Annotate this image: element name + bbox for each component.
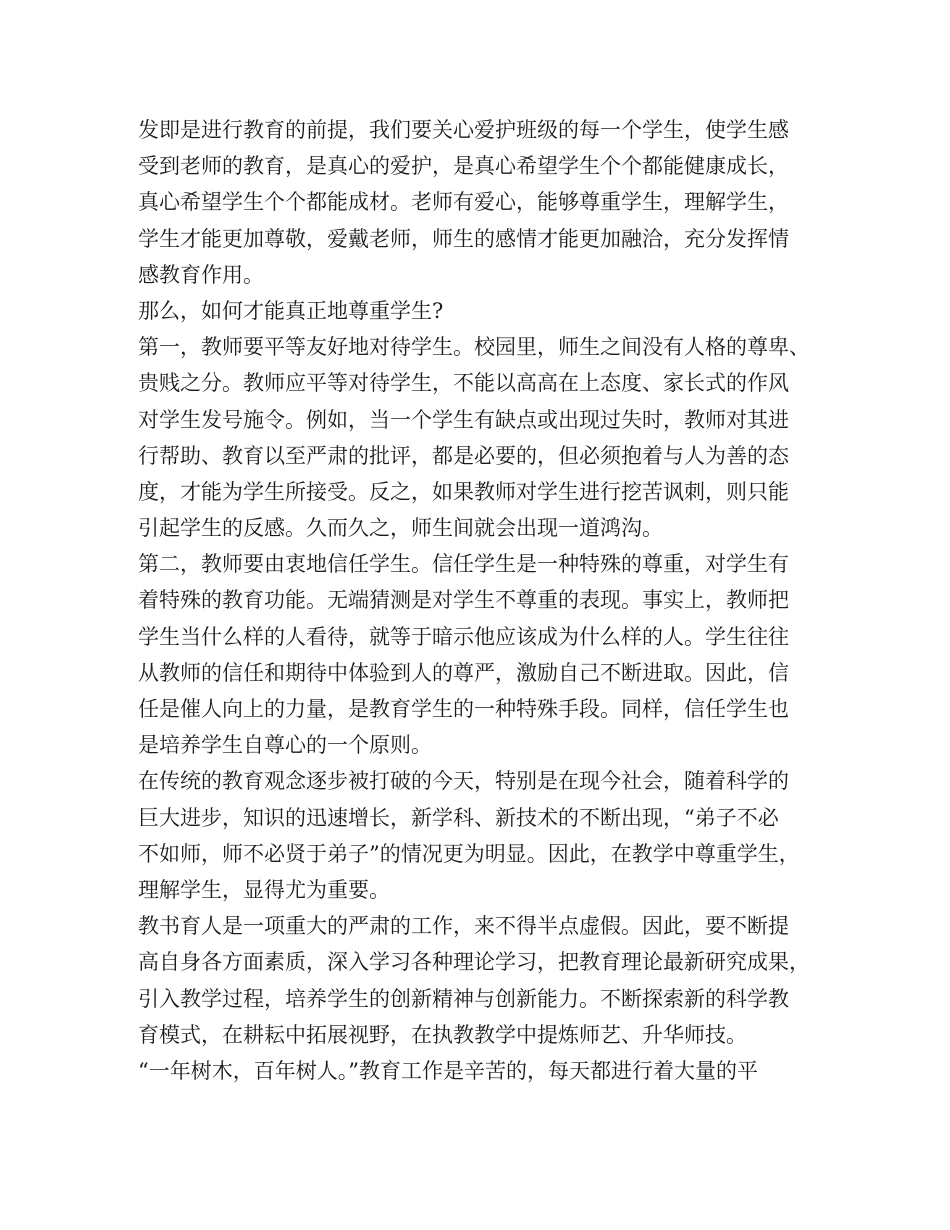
text-line: 在传统的教育观念逐步被打破的今天，特别是在现今社会，随着科学的	[138, 769, 789, 794]
text-line: 真心希望学生个个都能成材。老师有爱心，能够尊重学生，理解学生，	[138, 190, 789, 215]
text-line: 不如师，师不必贤于弟子”的情况更为明显。因此，在教学中尊重学生，	[138, 841, 800, 866]
text-line: 第一，教师要平等友好地对待学生。校园里，师生之间没有人格的尊卑、	[138, 335, 810, 360]
text-line: 学生才能更加尊敬，爱戴老师，师生的感情才能更加融洽，充分发挥情	[138, 226, 789, 251]
text-line: 教书育人是一项重大的严肃的工作，来不得半点虚假。因此，要不断提	[138, 914, 789, 939]
text-line: 贵贱之分。教师应平等对待学生，不能以高高在上态度、家长式的作风	[138, 371, 789, 396]
text-line: 任是催人向上的力量，是教育学生的一种特殊手段。同样，信任学生也	[138, 697, 789, 721]
text-line: “一年树木，百年树人。”教育工作是辛苦的，每天都进行着大量的平	[138, 1058, 758, 1083]
text-line: 对学生发号施令。例如，当一个学生有缺点或出现过失时，教师对其进	[138, 407, 789, 432]
text-line: 是培养学生自尊心的一个原则。	[138, 733, 432, 758]
text-line: 高自身各方面素质，深入学习各种理论学习，把教育理论最新研究成果，	[138, 950, 810, 975]
text-line: 理解学生，显得尤为重要。	[138, 877, 390, 902]
text-line: 行帮助、教育以至严肃的批评，都是必要的，但必须抱着与人为善的态	[138, 443, 789, 468]
text-line: 引入教学过程，培养学生的创新精神与创新能力。不断探索新的科学教	[138, 986, 789, 1011]
text-line: 度，才能为学生所接受。反之，如果教师对学生进行挖苦讽刺，则只能	[138, 479, 789, 504]
document-body	[138, 112, 818, 1089]
text-line: 第二，教师要由衷地信任学生。信任学生是一种特殊的尊重，对学生有	[138, 552, 789, 577]
text-line: 学生当什么样的人看待，就等于暗示他应该成为什么样的人。学生往往	[138, 624, 789, 649]
text-line: 育模式，在耕耘中拓展视野，在执教教学中提炼师艺、升华师技。	[138, 1022, 747, 1047]
text-line: 感教育作用。	[138, 262, 264, 287]
text-line: 从教师的信任和期待中体验到人的尊严，激励自己不断进取。因此，信	[138, 660, 789, 685]
text-line: 那么，如何才能真正地尊重学生?	[138, 298, 444, 323]
text-line: 受到老师的教育，是真心的爱护，是真心希望学生个个都能健康成长，	[138, 154, 789, 179]
text-line: 引起学生的反感。久而久之，师生间就会出现一道鸿沟。	[138, 516, 663, 541]
text-line: 着特殊的教育功能。无端猜测是对学生不尊重的表现。事实上，教师把	[138, 588, 789, 613]
text-line: 发即是进行教育的前提，我们要关心爱护班级的每一个学生，使学生感	[138, 118, 789, 142]
text-line: 巨大进步，知识的迅速增长，新学科、新技术的不断出现，“弟子不必	[138, 805, 779, 830]
